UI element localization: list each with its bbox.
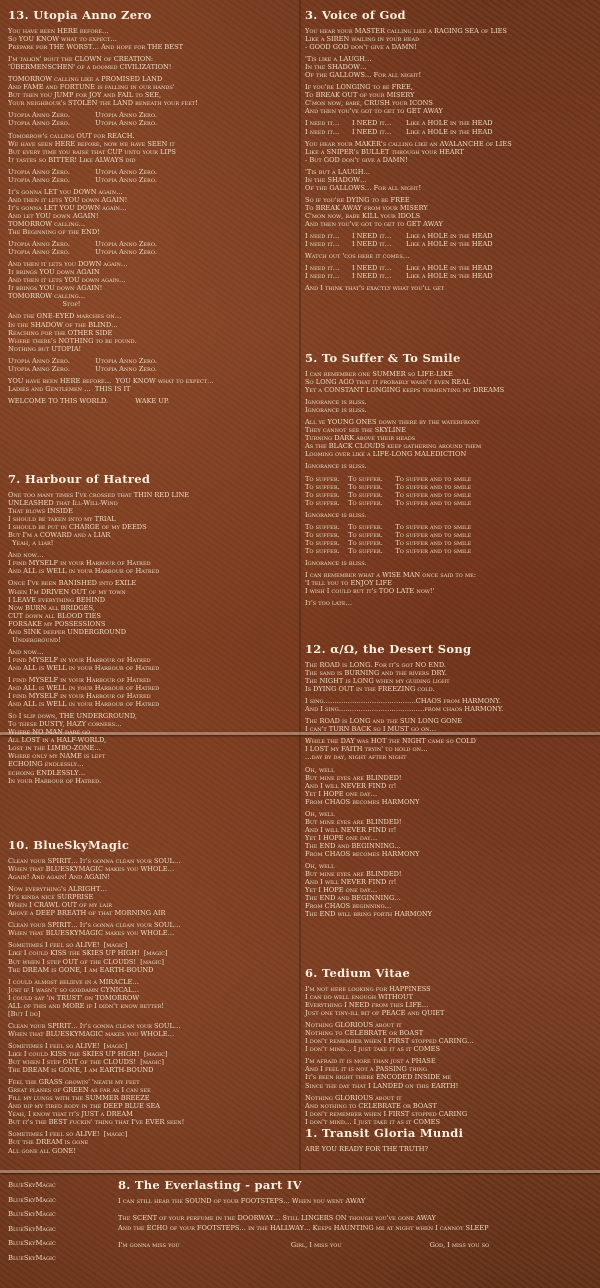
side-list bbox=[8, 1178, 88, 1266]
song-block bbox=[8, 472, 296, 785]
lyric-line: Yeah, a liar! bbox=[8, 539, 54, 548]
lyric-line: When I CRAWL OUT of my lair bbox=[8, 901, 113, 910]
lyric-line: I can remember what a WISE MAN once said to me: bbox=[305, 570, 476, 579]
lyric-line: Tomorrow's calling OUT for REACH. bbox=[8, 131, 135, 140]
lyric-line: I wish I could but it's TOO LATE now!' bbox=[305, 587, 435, 596]
lyric-line: But mine eyes are BLINDED! bbox=[305, 773, 402, 782]
lyric-line: C'mon now, babe KILL your IDOLS bbox=[305, 211, 421, 220]
song-title: 6. Tedium Vitae bbox=[305, 966, 411, 980]
lyric-line: I'm talkin' bout the CLOWN of CREATION: bbox=[8, 55, 154, 64]
lyric-line: Utopia Anno Zero. Utopia Anno Zero. bbox=[8, 167, 158, 176]
lyric-line: Now BURN all BRIDGES, bbox=[8, 603, 95, 612]
lyric-line: That blows INSIDE bbox=[8, 507, 73, 516]
lyric-line: Fill my lungs with the SUMMER BREEZE bbox=[8, 1094, 150, 1103]
lyric-line: You hear your MASTER calling like a RAGING SEA of LIES bbox=[305, 27, 507, 35]
lyric-line: To suffer. To suffer. To suffer and to smile bbox=[305, 482, 472, 491]
lyric-line: Underground! bbox=[8, 635, 61, 644]
song-lyrics bbox=[305, 370, 595, 607]
lyric-line: And FAME and FORTUNE is falling in our hands' bbox=[8, 83, 175, 92]
lyric-line: Sometimes I feel so ALIVE! [magic] bbox=[8, 941, 128, 950]
lyric-line: Clean your SPIRIT… It's gonna clean your SOUL… bbox=[8, 1021, 181, 1030]
lyric-line: To suffer. To suffer. To suffer and to smile bbox=[305, 530, 472, 539]
lyric-line: Ignorance is bliss. bbox=[305, 462, 367, 471]
lyric-line: So YOU KNOW what to expect… bbox=[8, 35, 117, 44]
song-lyrics bbox=[8, 27, 296, 405]
lyric-line: Once I've been BANISHED into EXILE bbox=[8, 579, 137, 588]
lyric-line: And I will NEVER FIND it! bbox=[305, 825, 397, 834]
lyric-line: And I think that's exactly what you'll get bbox=[305, 284, 445, 293]
lyric-line: All ye YOUNG ONES down there by the waterfront bbox=[305, 418, 480, 427]
lyric-line: And ALL is WELL in your Harbour of Hatred bbox=[8, 567, 160, 576]
song-title: 7. Harbour of Hatred bbox=[8, 472, 151, 486]
lyric-line: Turning DARK above their heads bbox=[305, 434, 416, 443]
lyric-line: Nothing but UTOPIA! bbox=[8, 344, 82, 353]
lyric-line: Prepare for THE WORST… And hope for THE BEST bbox=[8, 43, 183, 52]
lyric-line: Oh, well bbox=[305, 862, 335, 871]
lyric-line: All LOST in a HALF-WORLD, bbox=[8, 736, 107, 745]
lyric-line: Utopia Anno Zero. Utopia Anno Zero. bbox=[8, 119, 158, 128]
lyric-line: Your neighbour's STOLEN the LAND beneath your feet! bbox=[8, 99, 198, 108]
lyric-line: I need it… I NEED it… Like a HOLE in the HEAD bbox=[305, 127, 493, 136]
lyric-line: But mine eyes are BLINDED! bbox=[305, 870, 402, 879]
lyric-line: Yeah, I know that it's JUST a DREAM bbox=[8, 1110, 133, 1119]
lyric-line: It's gonna LET you DOWN again… bbox=[8, 187, 123, 196]
lyric-line: Like I could KISS the SKIES UP HIGH! [magic] bbox=[8, 949, 168, 958]
lyric-line: I don't mind… I just take it as it COMES bbox=[305, 1045, 441, 1054]
lyric-line: I can do well enough WITHOUT bbox=[305, 993, 414, 1002]
song-lyrics bbox=[118, 1196, 593, 1250]
lyric-line: Like a SIREN wailing in your head bbox=[305, 35, 420, 44]
song-lyrics bbox=[8, 491, 296, 785]
lyric-line: And the ECHO of your FOOTSTEPS… in the HALLWAY… Keeps HAUNTING me at night when I cannot SLEEP bbox=[118, 1224, 489, 1233]
lyric-line: Clean your SPIRIT… It's gonna clean your SOUL… bbox=[8, 857, 181, 865]
side-item: BlueSkyMagic bbox=[8, 1253, 56, 1262]
lyric-line: It brings YOU down AGAIN bbox=[8, 268, 100, 277]
lyric-line: When that BLUESKYMAGIC makes you WHOLE… bbox=[8, 865, 175, 874]
lyric-line: I sing……………………………………CHAOS from HARMONY. bbox=[305, 697, 501, 706]
lyric-line: But the DREAM is gone bbox=[8, 1138, 89, 1147]
lyric-line: Above a DEEP BREATH of that MORNING AIR bbox=[8, 909, 166, 918]
lyric-line: The END and BEGINNING… bbox=[305, 894, 401, 903]
lyric-line: And now… bbox=[8, 551, 44, 560]
lyric-line: Utopia Anno Zero. Utopia Anno Zero. bbox=[8, 248, 158, 257]
lyric-line: …day by day, night after night bbox=[305, 753, 407, 762]
lyric-line: echoing ENDLESSLY… bbox=[8, 768, 86, 777]
lyric-line: Sometimes I feel so ALIVE! [magic] bbox=[8, 1130, 128, 1139]
lyric-line: And then you've got to get to GET AWAY bbox=[305, 107, 443, 116]
lyric-line: Nothing GLORIOUS about it bbox=[305, 1021, 402, 1030]
lyric-line: Utopia Anno Zero. Utopia Anno Zero. bbox=[8, 364, 158, 373]
song-block bbox=[8, 838, 296, 1155]
lyric-line: 'I tell you to ENJOY LIFE bbox=[305, 579, 392, 588]
lyric-line: And then it lets YOU down AGAIN! bbox=[8, 195, 128, 204]
lyric-line: But it's the BEST fuckin' thing that I've EVER seen! bbox=[8, 1118, 185, 1127]
side-item: BlueSkyMagic bbox=[8, 1210, 56, 1219]
lyric-line: The DREAM is GONE, I am EARTH-BOUND bbox=[8, 1066, 154, 1075]
lyric-line: I need it… I NEED it… Like a HOLE in the HEAD bbox=[305, 264, 493, 273]
lyric-line: Ignorance is bliss. bbox=[305, 558, 367, 567]
lyric-line: UNLEASHED that Ill-Will-Wind bbox=[8, 499, 118, 508]
lyric-line: I can still hear the SOUND of your FOOTSTEPS… When you went AWAY bbox=[118, 1197, 366, 1205]
lyric-line: Since the day that I LANDED on this EARTH! bbox=[305, 1081, 459, 1090]
lyric-line: From CHAOS beginning… bbox=[305, 902, 392, 911]
lyric-line: Of the GALLOWS… For all night! bbox=[305, 71, 422, 80]
lyric-line: And now… bbox=[8, 647, 44, 656]
lyric-line: Sometimes I feel so ALIVE! [magic] bbox=[8, 1041, 128, 1050]
lyric-line: It's been right there ENCODED INSIDE me bbox=[305, 1073, 452, 1082]
lyric-line: I can't TURN BACK so I MUST go on… bbox=[305, 725, 437, 734]
lyric-line: As the BLACK CLOUDS keep gathering around them bbox=[305, 442, 482, 451]
lyric-line: And let YOU down AGAIN! bbox=[8, 211, 99, 220]
song-lyrics bbox=[305, 1145, 595, 1153]
lyric-line: The END and BEGINNING… bbox=[305, 841, 401, 850]
lyric-line: Yet I HOPE one day… bbox=[305, 886, 378, 895]
lyric-line: TOMORROW calling… bbox=[8, 292, 86, 301]
lyric-line: I'm not here looking for HAPPINESS bbox=[305, 985, 431, 993]
song-title: 1. Transit Gloria Mundi bbox=[305, 1126, 464, 1140]
lyric-line: And I sing…………………………………from chaos HARMONY. bbox=[305, 705, 504, 714]
lyric-line: I find MYSELF in your Harbour of Hatred bbox=[8, 655, 151, 664]
lyric-line: Yet I HOPE one day… bbox=[305, 789, 378, 798]
lyric-line: And ALL is WELL in your Harbour of Hatred bbox=[8, 663, 160, 672]
lyric-line: If you're LONGING to be FREE, bbox=[305, 83, 413, 92]
song-block bbox=[305, 351, 595, 607]
lyric-line: Everything I NEED from this LIFE… bbox=[305, 1001, 429, 1010]
lyric-line: I LOST my FAITH tryin' to hold on… bbox=[305, 745, 428, 754]
lyric-line: And ALL is WELL in your Harbour of Hatred bbox=[8, 684, 160, 693]
lyric-line: And then it lets you DOWN again… bbox=[8, 260, 128, 269]
lyric-line: Of the GALLOWS… For all night! bbox=[305, 183, 422, 192]
lyric-line: All gone all GONE! bbox=[8, 1146, 76, 1155]
lyric-line: To suffer. To suffer. To suffer and to smile bbox=[305, 498, 472, 507]
lyric-line: WELCOME TO THIS WORLD. WAKE UP. bbox=[8, 396, 170, 405]
side-item: BlueSkyMagic bbox=[8, 1224, 56, 1233]
lyric-line: Is DYING OUT in the FREEZING cold. bbox=[305, 685, 435, 694]
lyric-line: While the DAY was HOT the NIGHT came so COLD bbox=[305, 737, 476, 746]
lyric-line: Ignorance is bliss. bbox=[305, 510, 367, 519]
lyric-line: Just if I wasn't so goddamn CYNICAL… bbox=[8, 985, 139, 994]
lyric-line: Utopia Anno Zero. Utopia Anno Zero. bbox=[8, 240, 158, 249]
lyric-line: I find MYSELF in your Harbour of Hatred bbox=[8, 675, 151, 684]
lyric-line: Utopia Anno Zero. Utopia Anno Zero. bbox=[8, 111, 158, 120]
lyric-line: I don't remember when I FIRST stopped CARING bbox=[305, 1109, 468, 1118]
lyric-line: But then you JUMP for JOY and FAIL to SEE, bbox=[8, 91, 162, 100]
lyric-line: In your Harbour of Hatred. bbox=[8, 776, 102, 785]
lyric-line: TOMORROW calling like a PROMISED LAND bbox=[8, 75, 163, 84]
lyric-line: But when I step OUT of the CLOUDS! [magic] bbox=[8, 957, 164, 966]
lyric-line: You have been HERE before… bbox=[8, 27, 109, 35]
lyric-line: And then it lets YOU down again… bbox=[8, 276, 126, 285]
lyric-line: I could say 'in TRUST' on TOMORROW bbox=[8, 993, 140, 1002]
lyric-line: And dip my tired body in the DEEP BLUE SEA bbox=[8, 1102, 161, 1111]
lyric-line: And then you've got to get to GET AWAY bbox=[305, 219, 443, 228]
lyric-line: And nothing to CELEBRATE or BOAST bbox=[305, 1101, 437, 1110]
lyric-line: Like I could KISS the SKIES UP HIGH! [magic] bbox=[8, 1049, 168, 1058]
lyric-line: Feel the GRASS growin' 'neath my feet bbox=[8, 1078, 140, 1087]
lyric-line: The ROAD is LONG and the SUN LONG GONE bbox=[305, 717, 463, 726]
lyric-line: I find MYSELF in your Harbour of Hatred bbox=[8, 692, 151, 701]
lyric-line: To suffer. To suffer. To suffer and to smile bbox=[305, 538, 472, 547]
song-lyrics bbox=[305, 27, 595, 292]
lyric-line: The END will bring forth HARMONY bbox=[305, 910, 432, 919]
song-block bbox=[8, 8, 296, 405]
lyric-line: But I'm a COWARD and a LIAR bbox=[8, 531, 111, 540]
lyric-line: I'm afraid it is more than just a PHASE bbox=[305, 1057, 436, 1066]
lyric-line: I can remember one SUMMER so LIFE-LIKE bbox=[305, 370, 453, 378]
lyric-line: To suffer. To suffer. To suffer and to smile bbox=[305, 546, 472, 555]
lyric-line: It tastes so BITTER! Like ALWAYS did bbox=[8, 155, 136, 164]
side-item: BlueSkyMagic bbox=[8, 1181, 56, 1189]
lyric-line: I LEAVE everything BEHIND bbox=[8, 595, 106, 604]
lyric-line: When that BLUESKYMAGIC makes you WHOLE… bbox=[8, 929, 175, 938]
lyric-line: - But GOD don't give a DAMN! bbox=[305, 155, 408, 164]
lyric-line: And SINK deeper UNDERGROUND bbox=[8, 627, 126, 636]
lyric-line: And I will NEVER FIND it! bbox=[305, 878, 397, 887]
lyric-line: Watch out 'cos here it comes… bbox=[305, 252, 410, 261]
lyric-line: I should be put in CHARGE of my DEEDS bbox=[8, 523, 147, 532]
lyric-line: I don't mind… I just take it as it COMES bbox=[305, 1117, 441, 1126]
lyric-line: Now everything's ALRIGHT… bbox=[8, 885, 108, 894]
lyric-line: It's too late… bbox=[305, 599, 353, 608]
lyric-line: C'mon now, babe, CRUSH your ICONS bbox=[305, 99, 433, 108]
lyric-line: The ROAD is LONG. For it's got NO END. bbox=[305, 661, 446, 669]
lyric-line: They cannot see the SKYLINE bbox=[305, 426, 406, 435]
lyric-line: When I'm DRIVEN OUT of my town bbox=[8, 587, 126, 596]
lyric-line: The sand is BURNING and the rivers DRY. bbox=[305, 669, 447, 678]
lyric-line: To BREAK AWAY from your MISERY bbox=[305, 203, 428, 212]
lyric-line: Clean your SPIRIT… It's gonna clean your SOUL… bbox=[8, 921, 181, 930]
lyric-line: Ignorance is bliss. bbox=[305, 406, 367, 415]
lyric-line: I need it… I NEED it… Like a HOLE in the HEAD bbox=[305, 232, 493, 241]
lyric-line: When that BLUESKYMAGIC makes you WHOLE… bbox=[8, 1029, 175, 1038]
lyric-line: Looming over like a LIFE-LONG MALEDICTION bbox=[305, 450, 467, 459]
lyric-line: Where only my NAME is left bbox=[8, 752, 106, 761]
lyric-line: Lost in the LIMBO-ZONE… bbox=[8, 744, 101, 753]
lyric-line: From CHAOS becomes HARMONY bbox=[305, 797, 420, 806]
lyric-line: You hear your MAKER's calling like an AVALANCHE of LIES bbox=[305, 139, 512, 148]
lyric-line: Where there's NOTHING to be found. bbox=[8, 336, 137, 345]
lyric-line: Stop! bbox=[8, 300, 81, 309]
lyric-line: To these DUSTY, HAZY corners… bbox=[8, 720, 122, 729]
lyric-line: But when I step OUT of the CLOUDS! [magic] bbox=[8, 1058, 164, 1067]
lyric-line: So I slip down, THE UNDERGROUND, bbox=[8, 712, 137, 721]
song-title: 10. BlueSkyMagic bbox=[8, 838, 130, 852]
everlasting-section bbox=[118, 1178, 593, 1250]
song-lyrics bbox=[8, 857, 296, 1155]
lyric-line: One too many times I've crossed that THIN RED LINE bbox=[8, 491, 190, 499]
lyric-line: TOMORROW calling… bbox=[8, 219, 86, 228]
lyric-line: It brings YOU down AGAIN! bbox=[8, 284, 103, 293]
lyric-line: Nothing GLORIOUS about it bbox=[305, 1093, 402, 1102]
lyric-line: Oh, well bbox=[305, 765, 335, 774]
lyric-line: ECHOING endlessly… bbox=[8, 760, 84, 769]
lyric-line: So if you're DYING to be FREE bbox=[305, 195, 410, 204]
lyric-line: It's gonna LET YOU DOWN again… bbox=[8, 203, 127, 212]
lyric-line: In the SHADOW of the BLIND… bbox=[8, 320, 118, 329]
lyric-line: Oh, well bbox=[305, 809, 335, 818]
lyric-line: But every time you raise that CUP unto your LIPS bbox=[8, 147, 176, 156]
lyric-line: Great planes of GREEN as far as I can see bbox=[8, 1086, 151, 1095]
lyric-line: I'm gonna miss you Girl, I miss you God, I miss you so bbox=[118, 1240, 490, 1249]
lyric-line: In the SHADOW… bbox=[305, 63, 367, 72]
lyric-line: In the SHADOW… bbox=[305, 175, 367, 184]
song-title: 3. Voice of God bbox=[305, 8, 406, 22]
lyric-line: FORSAKE my POSSESSIONS bbox=[8, 619, 106, 628]
lyric-line: ALL of this and MORE if I didn't know better! bbox=[8, 1001, 165, 1010]
lyric-line: 'ÜBERMENSCHEN' of a doomed CIVILIZATION! bbox=[8, 63, 172, 72]
lyric-line: The SCENT of your perfume in the DOORWAY… Still LINGERS ON though you've gone AWAY bbox=[118, 1213, 436, 1222]
song-title: 8. The Everlasting - part IV bbox=[118, 1178, 302, 1192]
lyric-line: - GOOD GOD don't give a DAMN! bbox=[305, 43, 417, 52]
lyric-line: It's kinda nice SURPRISE bbox=[8, 893, 94, 902]
lyric-line: The DREAM is GONE, I am EARTH-BOUND bbox=[8, 965, 154, 974]
lyric-line: And I will NEVER FIND it! bbox=[305, 781, 397, 790]
lyric-line: But mine eyes are BLINDED! bbox=[305, 817, 402, 826]
lyric-line: [But I do] bbox=[8, 1009, 41, 1018]
lyric-line: Reaching for the OTHER SIDE bbox=[8, 328, 113, 337]
lyric-line: CUT down all BLOOD TIES bbox=[8, 611, 101, 620]
lyric-line: Yet a CONSTANT LONGING keeps tormenting my DREAMS bbox=[305, 386, 505, 395]
lyric-line: Nothing to CELEBRATE or BOAST bbox=[305, 1029, 424, 1038]
song-block bbox=[305, 642, 595, 918]
lyric-line: Ladies and Gentlemen … THIS IS IT bbox=[8, 384, 131, 393]
lyric-line: ARE YOU READY FOR THE TRUTH? bbox=[305, 1145, 429, 1153]
lyric-line: So LONG AGO that it probably wasn't even REAL bbox=[305, 378, 471, 387]
song-block bbox=[305, 966, 595, 1126]
lyric-line: I need it… I NEED it… Like a HOLE in the HEAD bbox=[305, 240, 493, 249]
song-block bbox=[305, 8, 595, 292]
lyric-line: Just one tiny-ill bit of PEACE and QUIET bbox=[305, 1009, 445, 1018]
lyric-line: Like a SNIPER's BULLET through your HEART bbox=[305, 147, 464, 156]
song-title: 13. Utopia Anno Zero bbox=[8, 8, 152, 22]
lyric-line: The Beginning of the END! bbox=[8, 228, 100, 237]
lyric-line: From CHAOS becomes HARMONY bbox=[305, 849, 420, 858]
lyric-line: 'Tis but a LAUGH… bbox=[305, 167, 371, 176]
song-title: 5. To Suffer & To Smile bbox=[305, 351, 461, 365]
lyric-line: I should be taken into my TRIAL bbox=[8, 515, 116, 524]
song-title: 12. α/Ω, the Desert Song bbox=[305, 642, 472, 656]
lyric-line: Yet I HOPE one day… bbox=[305, 833, 378, 842]
lyric-line: And I feel it is not a PASSING thing bbox=[305, 1065, 427, 1074]
lyric-line: YOU have been HERE before… YOU KNOW what to expect… bbox=[8, 376, 214, 385]
lyric-line: I need it… I NEED it… Like a HOLE in the HEAD bbox=[305, 272, 493, 281]
lyric-line: And ALL is WELL in your Harbour of Hatred bbox=[8, 700, 160, 709]
song-block bbox=[305, 1126, 595, 1153]
horizontal-fold-lower bbox=[0, 1170, 600, 1173]
lyric-line: To suffer. To suffer. To suffer and to smile bbox=[305, 490, 472, 499]
lyric-line: To suffer. To suffer. To suffer and to smile bbox=[305, 474, 472, 483]
lyric-line: Ignorance is bliss. bbox=[305, 398, 367, 407]
lyric-line: Utopia Anno Zero. Utopia Anno Zero. bbox=[8, 175, 158, 184]
lyric-line: To suffer. To suffer. To suffer and to smile bbox=[305, 522, 472, 531]
song-lyrics bbox=[305, 661, 595, 918]
song-lyrics bbox=[305, 985, 595, 1126]
lyric-line: I could almost believe in a MIRACLE… bbox=[8, 977, 139, 986]
lyric-line: The NIGHT is LONG when my guiding light bbox=[305, 677, 450, 686]
lyric-line: I don't remember when I FIRST stopped CARING… bbox=[305, 1037, 474, 1046]
lyric-line: To BREAK OUT of your MISERY bbox=[305, 91, 415, 100]
side-item: BlueSkyMagic bbox=[8, 1239, 56, 1248]
lyric-line: And the ONE-EYED marches on… bbox=[8, 312, 122, 321]
lyric-line: I find MYSELF in your Harbour of Hatred bbox=[8, 559, 151, 568]
lyric-line: I need it… I NEED it… Like a HOLE in the HEAD bbox=[305, 119, 493, 128]
lyric-line: Again! And again! And AGAIN! bbox=[8, 873, 111, 882]
vertical-fold bbox=[299, 0, 301, 1170]
side-item: BlueSkyMagic bbox=[8, 1195, 56, 1204]
lyric-line: Utopia Anno Zero. Utopia Anno Zero. bbox=[8, 356, 158, 365]
lyric-line: We have seen HERE before, now we have SEEN it bbox=[8, 139, 175, 148]
lyric-line: Where NO MAN dare go bbox=[8, 728, 91, 737]
lyric-line: 'Tis like a LAUGH… bbox=[305, 55, 372, 64]
